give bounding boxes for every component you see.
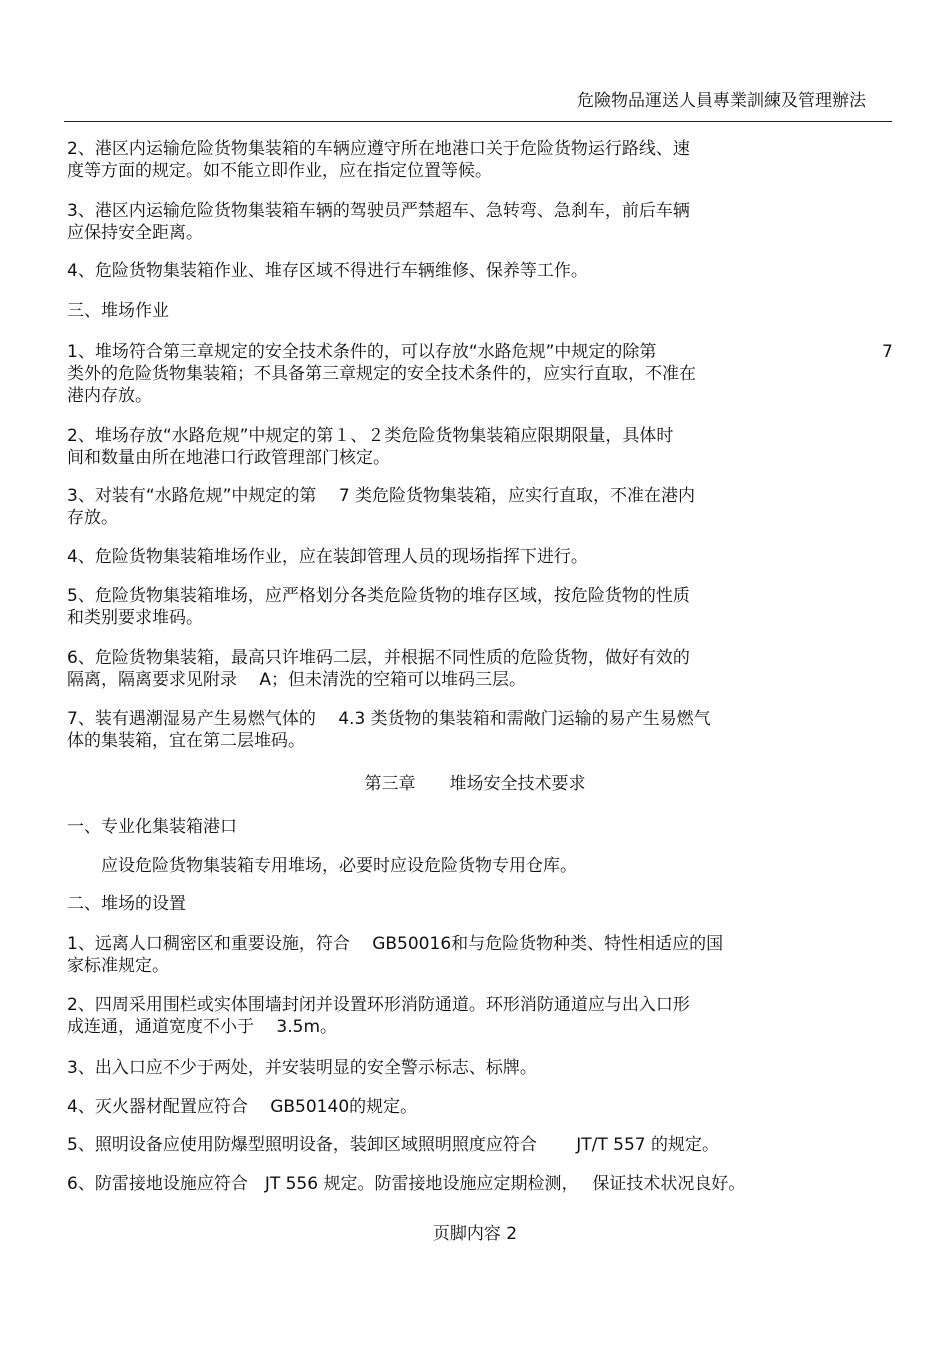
text-line: 3、对装有“水路危规”中规定的第 7 类危险货物集装箱，应实行直取，不准在港内 (67, 486, 696, 506)
section-heading (67, 300, 169, 322)
text-line: 5、危险货物集装箱堆场，应严格划分各类危险货物的堆存区域，按危险货物的性质 (67, 586, 690, 606)
text-line: 存放。 (67, 508, 118, 528)
text-line: 港内存放。 (67, 386, 152, 406)
text-line: 体的集装箱，宜在第二层堆码。 (67, 731, 305, 751)
paragraph (67, 485, 695, 529)
paragraph (67, 425, 673, 469)
text-line: 2、四周采用围栏或实体围墙封闭并设置环形消防通道。环形消防通道应与出入口形 (67, 995, 690, 1015)
paragraph (67, 933, 723, 977)
text-line: 1、远离人口稠密区和重要设施，符合 GB50016和与危险货物种类、特性相适应的国 (67, 934, 724, 954)
paragraph (67, 341, 696, 407)
paragraph (67, 1134, 719, 1156)
text-line: 间和数量由所在地港口行政管理部门核定。 (67, 448, 390, 468)
text-line: 和类别要求堆码。 (67, 608, 203, 628)
section-heading (67, 816, 237, 838)
text-line: 3、出入口应不少于两处，并安装明显的安全警示标志、标牌。 (67, 1058, 537, 1078)
paragraph (67, 708, 711, 752)
text-line: 度等方面的规定。如不能立即作业，应在指定位置等候。 (67, 161, 492, 181)
text-line: 二、堆场的设置 (67, 894, 186, 914)
text-line: 家标准规定。 (67, 956, 169, 976)
paragraph (67, 585, 690, 629)
chapter-heading: 第三章 堆场安全技术要求 (364, 774, 586, 794)
paragraph (67, 200, 690, 244)
text-line: 1、堆场符合第三章规定的安全技术条件的，可以存放“水路危规”中规定的除第 (67, 342, 657, 362)
text-line: 三、堆场作业 (67, 301, 169, 321)
text-line: 2、港区内运输危险货物集装箱的车辆应遵守所在地港口关于危险货物运行路线、速 (67, 139, 690, 159)
paragraph (67, 138, 690, 182)
paragraph (67, 994, 690, 1038)
section-heading (67, 893, 186, 915)
text-line: 4、危险货物集装箱作业、堆存区域不得进行车辆维修、保养等工作。 (67, 261, 588, 281)
text-line: 7、装有遇潮湿易产生易燃气体的 4.3 类货物的集装箱和需敞门运输的易产生易燃气 (67, 709, 711, 729)
text-line: 类外的危险货物集装箱；不具备第三章规定的安全技术条件的，应实行直取，不准在 (67, 364, 696, 384)
paragraph (67, 546, 588, 568)
paragraph (67, 1096, 417, 1118)
text-line: 4、灭火器材配置应符合 GB50140的规定。 (67, 1097, 418, 1117)
text-line: 隔离，隔离要求见附录 A；但未清洗的空箱可以堆码三层。 (67, 670, 527, 690)
text-line: 应设危险货物集装箱专用堆场，必要时应设危险货物专用仓库。 (67, 856, 577, 876)
text-line: 3、港区内运输危险货物集装箱车辆的驾驶员严禁超车、急转弯、急刹车，前后车辆 (67, 201, 690, 221)
header-rule (64, 121, 892, 122)
stray-number: 7 (882, 342, 893, 362)
text-line: 4、危险货物集装箱堆场作业，应在装卸管理人员的现场指挥下进行。 (67, 547, 588, 567)
paragraph (67, 1173, 745, 1195)
paragraph (67, 647, 690, 691)
paragraph (67, 1057, 537, 1079)
paragraph (67, 855, 577, 877)
text-line: 5、照明设备应使用防爆型照明设备，装卸区域照明照度应符合 JT/T 557 的规定。 (67, 1135, 719, 1155)
page-footer: 页脚内容 2 (432, 1224, 518, 1244)
text-line: 6、危险货物集装箱，最高只许堆码二层，并根据不同性质的危险货物，做好有效的 (67, 648, 690, 668)
text-line: 应保持安全距离。 (67, 223, 203, 243)
text-line: 6、防雷接地设施应符合 JT 556 规定。防雷接地设施应定期检测， 保证技术状况良好。 (67, 1174, 746, 1194)
page-header: 危險物品運送人員專業訓練及管理辦法 (577, 91, 866, 111)
text-line: 成连通，通道宽度不小于 3.5m。 (67, 1017, 337, 1037)
paragraph (67, 260, 588, 282)
text-line: 2、堆场存放“水路危规”中规定的第１、２类危险货物集装箱应限期限量，具体时 (67, 426, 674, 446)
text-line: 一、专业化集装箱港口 (67, 817, 237, 837)
